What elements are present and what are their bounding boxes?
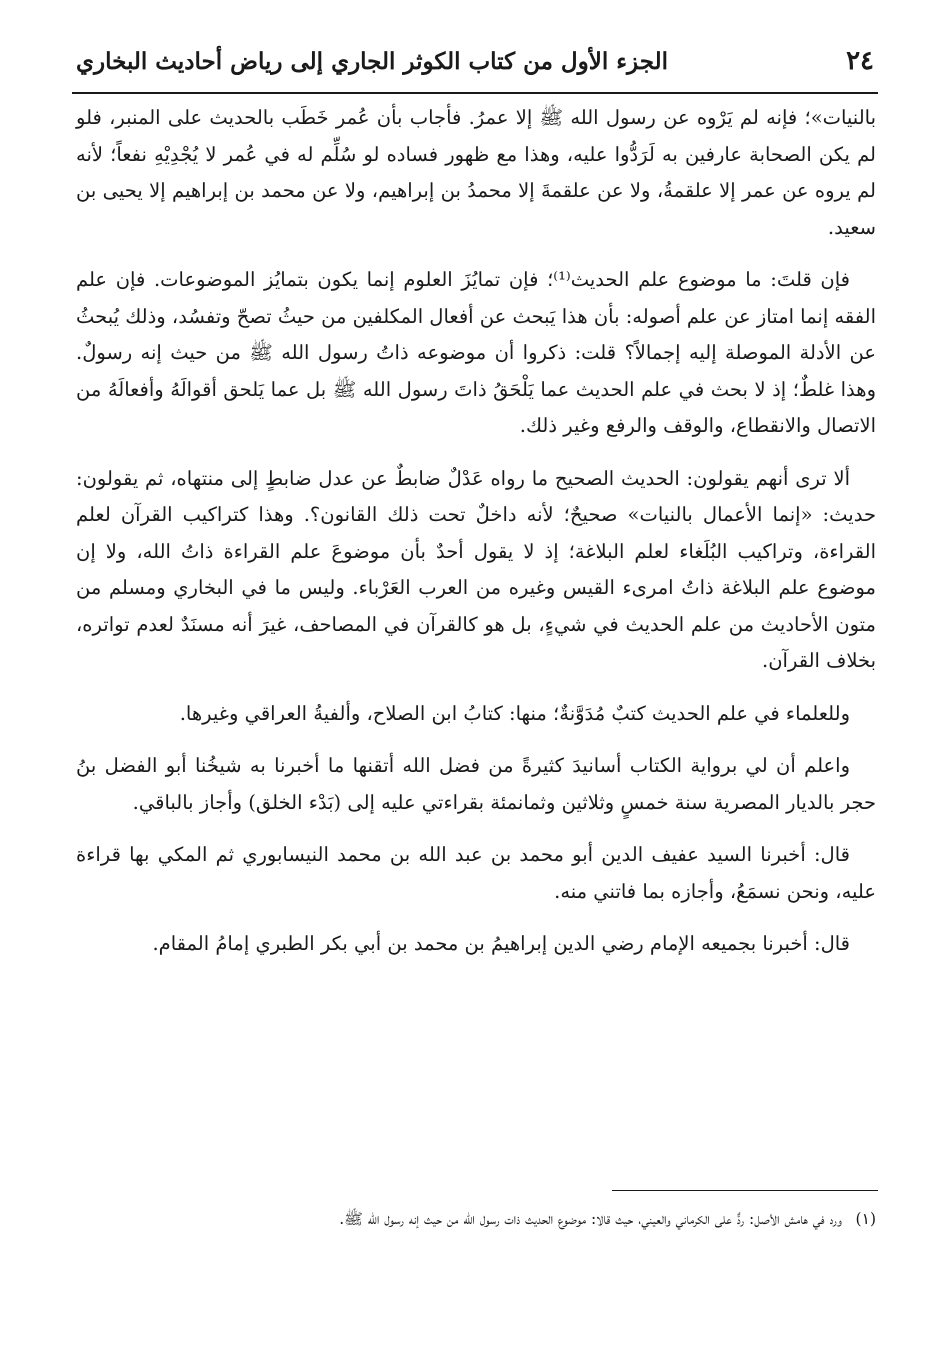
footnotes	[76, 1204, 876, 1235]
main-text	[76, 100, 876, 979]
paragraph: واعلم أن لي برواية الكتاب أسانيدَ كثيرةً من فضل الله أتقنها ما أخبرنا به شيخُنا أبو الفضل بنُ حجر بالديار المصرية سنة خمسٍ وثلاثين وثمانمئة بقراءتي عليه إلى (بَدْء الخلق) وأجاز بالباقي.	[76, 754, 876, 814]
page-header	[72, 40, 878, 94]
paragraph: بالنيات»؛ فإنه لم يَرْوه عن رسول الله ﷺ إلا عمرُ. فأجاب بأن عُمر خَطَب بالحديث على المنبر، فلو لم يكن الصحابة عارفين به لَرَدُّوا عليه، وهذا مع ظهور فساده لو سُلِّم له في عُمر لا يُجْدِيْهِ نفعاً؛ لأنه لم يروه عن عمر إلا علقمةُ، ولا عن علقمةَ إلا محمدُ بن إبراهيم، ولا عن محمد بن إبراهيم إلا يحيى بن سعيد.	[76, 106, 876, 239]
footnote-text: ورد في هامش الأصل: ردٌّ على الكرماني والعيني، حيث قالا: موضوع الحديث ذات رسول الله من حيث إنه رسول الله ﷺ.	[339, 1210, 842, 1228]
paragraph: فإن قلتَ: ما موضوع علم الحديث⁽¹⁾؛ فإن تمايُزَ العلوم إنما يكون بتمايُز الموضوعات. فإن علم الفقه إنما امتاز عن علم أصوله: بأن هذا يَبحث عن أفعال المكلفين من حيثُ تصحّ وتفسُد، وذلك يُبحثُ عن الأدلة الموصلة إليه إجمالاً؟ قلت: ذكروا أن موضوعه ذاتُ رسول الله ﷺ من حيث إنه رسولٌ. وهذا غلطٌ؛ إذ لا بحث في علم الحديث عما يَلْحَقُ ذاتَ رسول الله ﷺ بل عما يَلحق أقوالَهُ وأفعالَهُ من الاتصال والانقطاع، والوقف والرفع وغير ذلك.	[76, 268, 876, 437]
paragraph: قال: أخبرنا بجميعه الإمام رضي الدين إبراهيمُ بن محمد بن أبي بكر الطبري إمامُ المقام.	[152, 932, 850, 955]
footnote	[76, 1204, 876, 1235]
footnote-marker: (١)	[855, 1210, 876, 1228]
running-title: الجزء الأول من كتاب الكوثر الجاري إلى رياض أحاديث البخاري	[76, 48, 668, 75]
paragraph: ألا ترى أنهم يقولون: الحديث الصحيح ما رواه عَدْلٌ ضابطٌ عن عدل ضابطٍ إلى منتهاه، ثم يقولون: حديث: «إنما الأعمال بالنيات» صحيحٌ؛ لأنه داخلٌ تحت ذلك القانون؟. وهذا كتراكيب القرآن لعلم القراءة، وتراكيب البُلَغاء لعلم البلاغة؛ إذ لا يقول أحدٌ بأن موضوعَ علم القراءة ذاتُ الله، ولا إن موضوع علم البلاغة ذاتُ امرىء القيس وغيره من العرب العَرْباء. وليس ما في البخاري ومسلم من متون الأحاديث من علم الحديث في شيءٍ، بل هو كالقرآن في المصاحف، غيرَ أنه مسنَدٌ لعدم تواتره، بخلاف القرآن.	[76, 466, 876, 672]
paragraph: قال: أخبرنا السيد عفيف الدين أبو محمد بن عبد الله بن محمد النيسابوري ثم المكي بها قراءة عليه، ونحن نسمَعُ، وأجازه بما فاتني منه.	[76, 843, 876, 903]
paragraph: وللعلماء في علم الحديث كتبٌ مُدَوَّنةٌ؛ منها: كتابُ ابن الصلاح، وألفيةُ العراقي وغيرها.	[179, 701, 850, 725]
footnote-separator	[612, 1190, 878, 1191]
page-number: ٢٤	[846, 46, 874, 76]
